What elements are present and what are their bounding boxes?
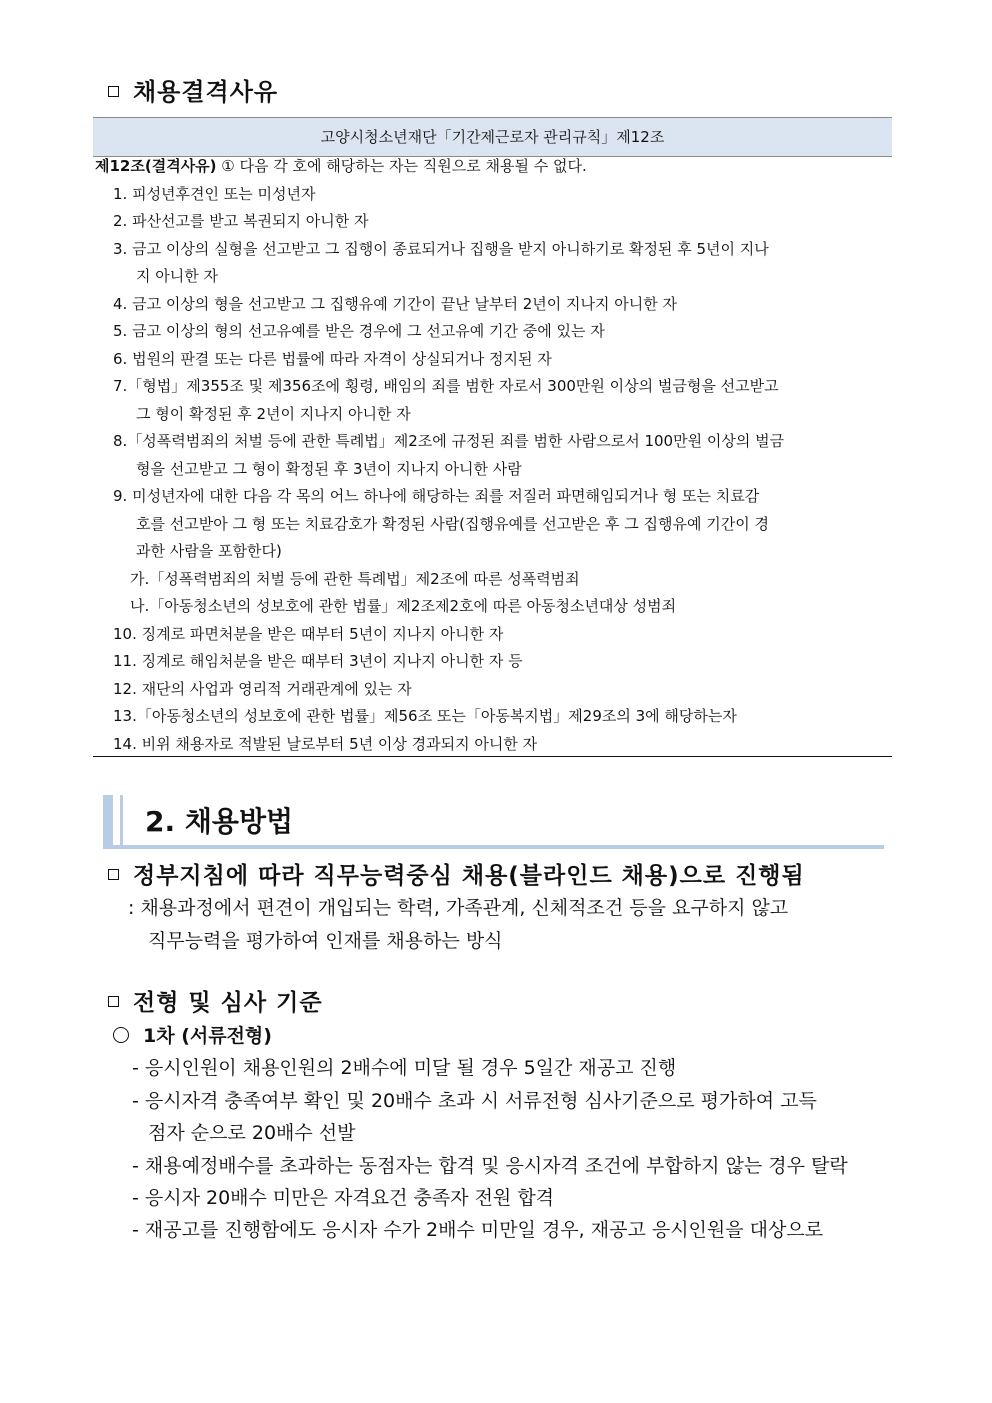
list-item: - 재공고를 진행함에도 응시자 수가 2배수 미만일 경우, 재공고 응시인원을 대상으로 — [132, 1219, 824, 1241]
law-line: 9. 미성년자에 대한 다음 각 목의 어느 하나에 해당하는 죄를 저질러 파면해임되거나 형 또는 치료감 — [113, 487, 760, 505]
law-line: 가.「성폭력범죄의 처벌 등에 관한 특례법」제2조에 따른 성폭력범죄 — [130, 570, 580, 588]
law-line: 그 형이 확정된 후 2년이 지나지 아니한 자 — [136, 405, 411, 423]
law-line: 형을 선고받고 그 형이 확정된 후 3년이 지나지 아니한 사람 — [136, 460, 522, 478]
article-number: 제12조(결격사유) — [95, 157, 217, 175]
section-accent-bar — [103, 795, 113, 847]
section-title: 2. 채용방법 — [145, 805, 294, 838]
circle-bullet-icon — [113, 1027, 129, 1043]
table-bottom-border — [93, 756, 892, 757]
law-line: 지 아니한 자 — [136, 267, 218, 285]
list-item: - 응시인원이 채용인원의 2배수에 미달 될 경우 5일간 재공고 진행 — [132, 1057, 677, 1079]
law-line: 12. 재단의 사업과 영리적 거래관계에 있는 자 — [113, 680, 412, 698]
law-line: 6. 법원의 판결 또는 다른 법률에 따라 자격이 상실되거나 정지된 자 — [113, 350, 552, 368]
law-line: 13.「아동청소년의 성보호에 관한 법률」제56조 또는「아동복지법」제29조의 3에 해당하는자 — [113, 707, 737, 725]
law-line: 11. 징계로 해임처분을 받은 때부터 3년이 지나지 아니한 자 등 — [113, 652, 523, 670]
list-item: - 응시자 20배수 미만은 자격요건 충족자 전원 합격 — [132, 1187, 555, 1209]
law-line: 3. 금고 이상의 실형을 선고받고 그 집행이 종료되거나 집행을 받지 아니하기로 확정된 후 5년이 지나 — [113, 240, 769, 258]
regulation-title-box — [93, 117, 892, 157]
law-line: 14. 비위 채용자로 적발된 날로부터 5년 이상 경과되지 아니한 자 — [113, 735, 538, 753]
stage-label — [113, 1021, 272, 1048]
section-heading-disqualification — [108, 72, 278, 107]
subheading-text: 전형 및 심사 기준 — [133, 990, 323, 1016]
subheading-screening-criteria — [108, 984, 323, 1017]
article-lead-text: ① 다음 각 호에 해당하는 자는 직원으로 채용될 수 없다. — [216, 157, 587, 175]
list-item: 점자 순으로 20배수 선발 — [148, 1122, 356, 1144]
law-line: 과한 사람을 포함한다) — [136, 542, 282, 560]
law-line: 4. 금고 이상의 형을 선고받고 그 집행유예 기간이 끝난 날부터 2년이 지나지 아니한 자 — [113, 295, 678, 313]
list-item: - 채용예정배수를 초과하는 동점자는 합격 및 응시자격 조건에 부합하지 않는 경우 탈락 — [132, 1155, 848, 1177]
regulation-title: 고양시청소년재단「기간제근로자 관리규칙」제12조 — [320, 128, 665, 146]
heading-text: 채용결격사유 — [133, 78, 279, 106]
checkbox-square-icon — [108, 86, 119, 97]
law-line: 호를 선고받아 그 형 또는 치료감호가 확정된 사람(집행유예를 선고받은 후 그 집행유예 기간이 경 — [136, 515, 769, 533]
law-line: 10. 징계로 파면처분을 받은 때부터 5년이 지나지 아니한 자 — [113, 625, 504, 643]
section-underline — [103, 845, 884, 849]
checkbox-square-icon — [108, 996, 119, 1007]
law-line: 8.「성폭력범죄의 처벌 등에 관한 특례법」제2조에 규정된 죄를 범한 사람으로서 100만원 이상의 벌금 — [113, 432, 785, 450]
law-line: 1. 피성년후견인 또는 미성년자 — [113, 185, 316, 203]
body-line: 직무능력을 평가하여 인재를 채용하는 방식 — [148, 930, 503, 952]
section-accent-bar-thin — [120, 795, 123, 847]
body-line: : 채용과정에서 편견이 개입되는 학력, 가족관계, 신체적조건 등을 요구하지 않고 — [128, 897, 789, 919]
law-line: 7.「형법」제355조 및 제356조에 횡령, 배임의 죄를 범한 자로서 300만원 이상의 벌금형을 선고받고 — [113, 377, 779, 395]
subheading-blind-hiring — [108, 857, 805, 890]
stage-label-text: 1차 (서류전형) — [143, 1025, 272, 1047]
list-item: - 응시자격 충족여부 확인 및 20배수 초과 시 서류전형 심사기준으로 평가하여 고득 — [132, 1090, 817, 1112]
law-line: 5. 금고 이상의 형의 선고유예를 받은 경우에 그 선고유예 기간 중에 있는 자 — [113, 322, 605, 340]
article-lead — [95, 153, 587, 181]
law-line: 나.「아동청소년의 성보호에 관한 법률」제2조제2호에 따른 아동청소년대상 성범죄 — [130, 597, 677, 615]
checkbox-square-icon — [108, 869, 119, 880]
law-line: 2. 파산선고를 받고 복권되지 아니한 자 — [113, 212, 369, 230]
subheading-text: 정부지침에 따라 직무능력중심 채용(블라인드 채용)으로 진행됨 — [133, 863, 805, 889]
